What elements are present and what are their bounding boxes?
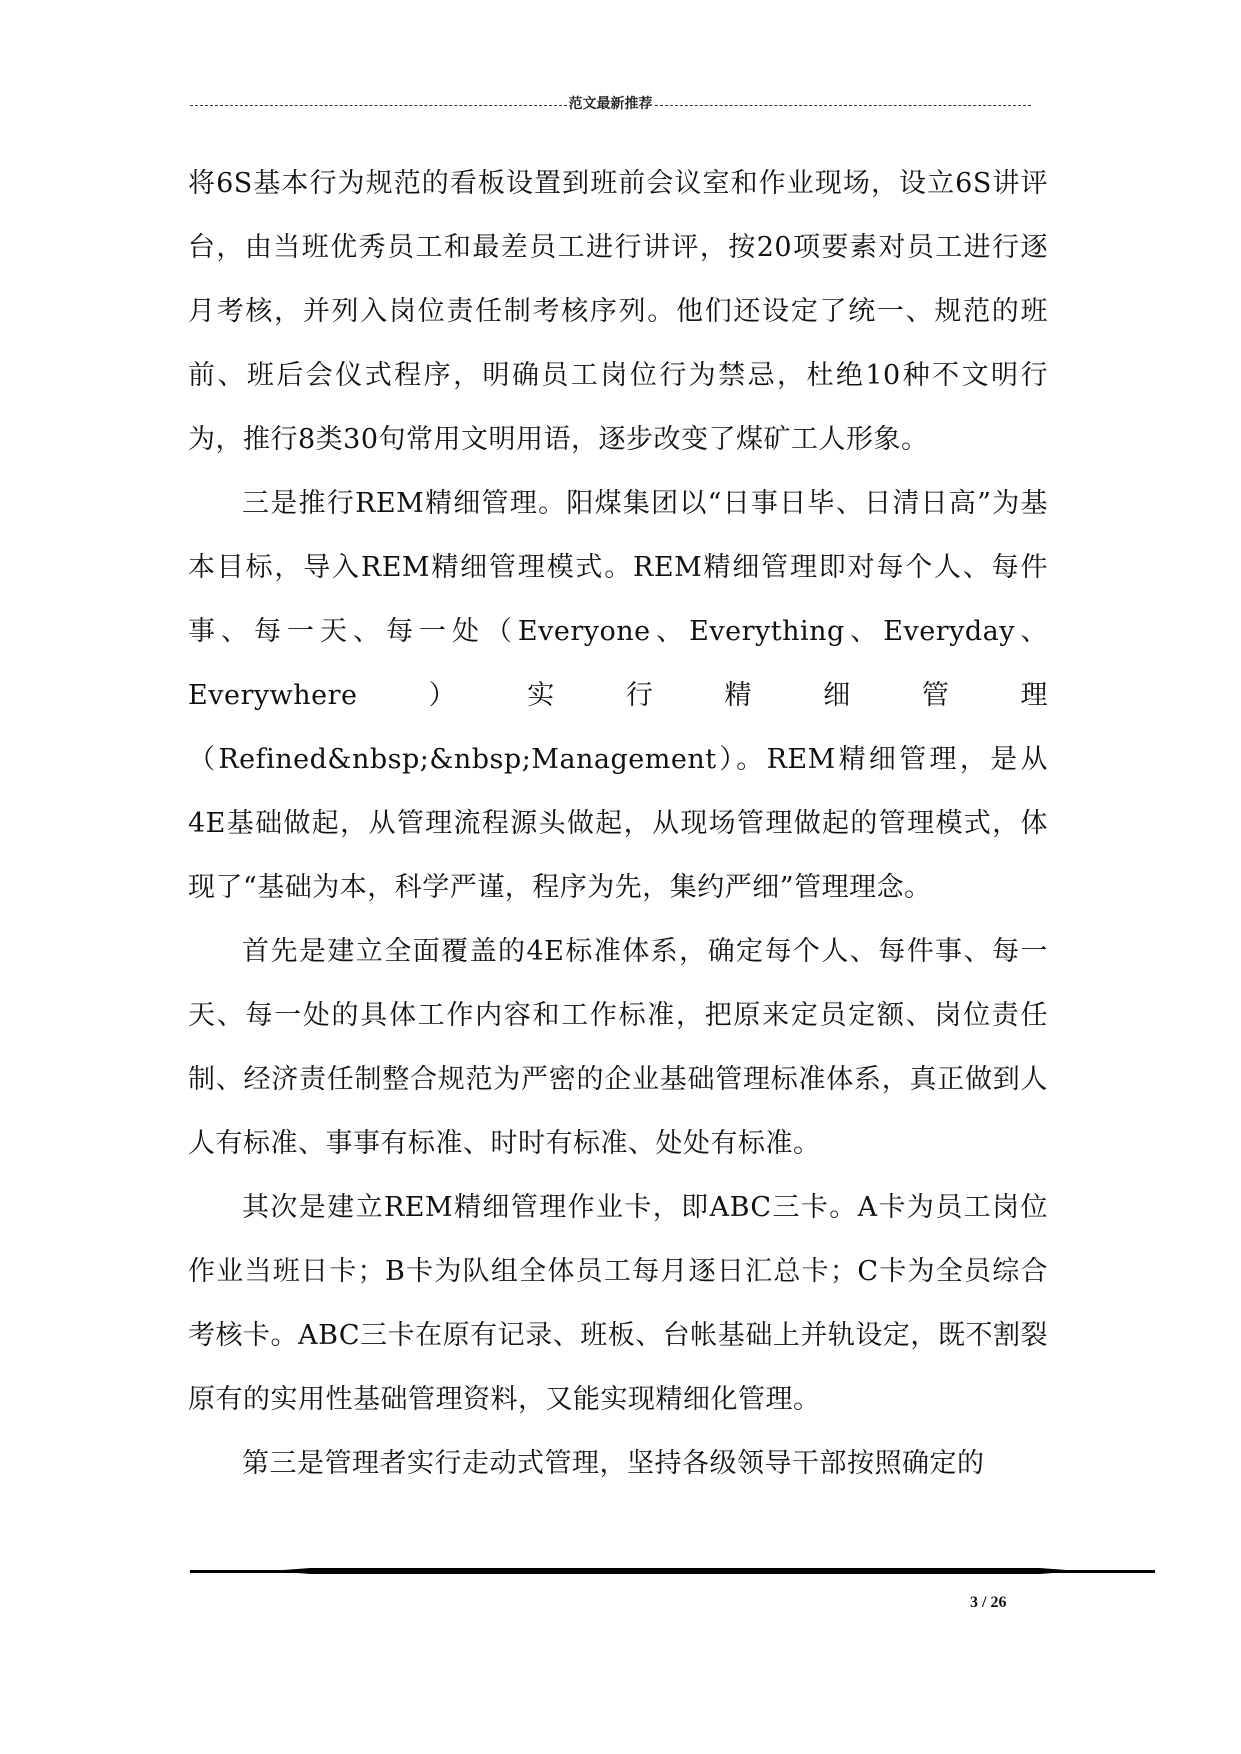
header-title: 范文最新推荐 xyxy=(568,96,653,112)
document-body xyxy=(188,152,1048,1496)
header-dash-right xyxy=(655,105,1032,106)
paragraph: 其次是建立REM精细管理作业卡，即ABC三卡。A卡为员工岗位作业当班日卡；B卡为队组全体员工每月逐日汇总卡；C卡为全员综合考核卡。ABC三卡在原有记录、班板、台帐基础上并轨设定，既不割裂原有的实用性基础管理资料，又能实现精细化管理。 xyxy=(188,1192,1048,1415)
page-header xyxy=(190,88,1031,118)
paragraph: 第三是管理者实行走动式管理，坚持各级领导干部按照确定的 xyxy=(242,1448,985,1479)
paragraph: 三是推行REM精细管理。阳煤集团以“日事日毕、日清日高”为基本目标，导入REM精细管理模式。REM精细管理即对每个人、每件事、每一天、每一处（Everyone、Everything、Everyday、Everywhere）实行精细管理（Refined&nbsp;&nbsp;Management）。REM精细管理，是从4E基础做起，从管理流程源头做起，从现场管理做起的管理模式，体现了“基础为本，科学严谨，程序为先，集约严细”管理理念。 xyxy=(188,488,1048,903)
page-number: 3 / 26 xyxy=(970,1594,1007,1611)
paragraph: 将6S基本行为规范的看板设置到班前会议室和作业现场，设立6S讲评台，由当班优秀员工和最差员工进行讲评，按20项要素对员工进行逐月考核，并列入岗位责任制考核序列。他们还设定了统一、规范的班前、班后会仪式程序，明确员工岗位行为禁忌，杜绝10种不文明行为，推行8类30句常用文明用语，逐步改变了煤矿工人形象。 xyxy=(188,168,1048,455)
paragraph: 首先是建立全面覆盖的4E标准体系，确定每个人、每件事、每一天、每一处的具体工作内容和工作标准，把原来定员定额、岗位责任制、经济责任制整合规范为严密的企业基础管理标准体系，真正做到人人有标准、事事有标准、时时有标准、处处有标准。 xyxy=(188,936,1048,1159)
footer-rule-accent xyxy=(270,1568,1080,1574)
header-dash-left xyxy=(190,105,567,106)
